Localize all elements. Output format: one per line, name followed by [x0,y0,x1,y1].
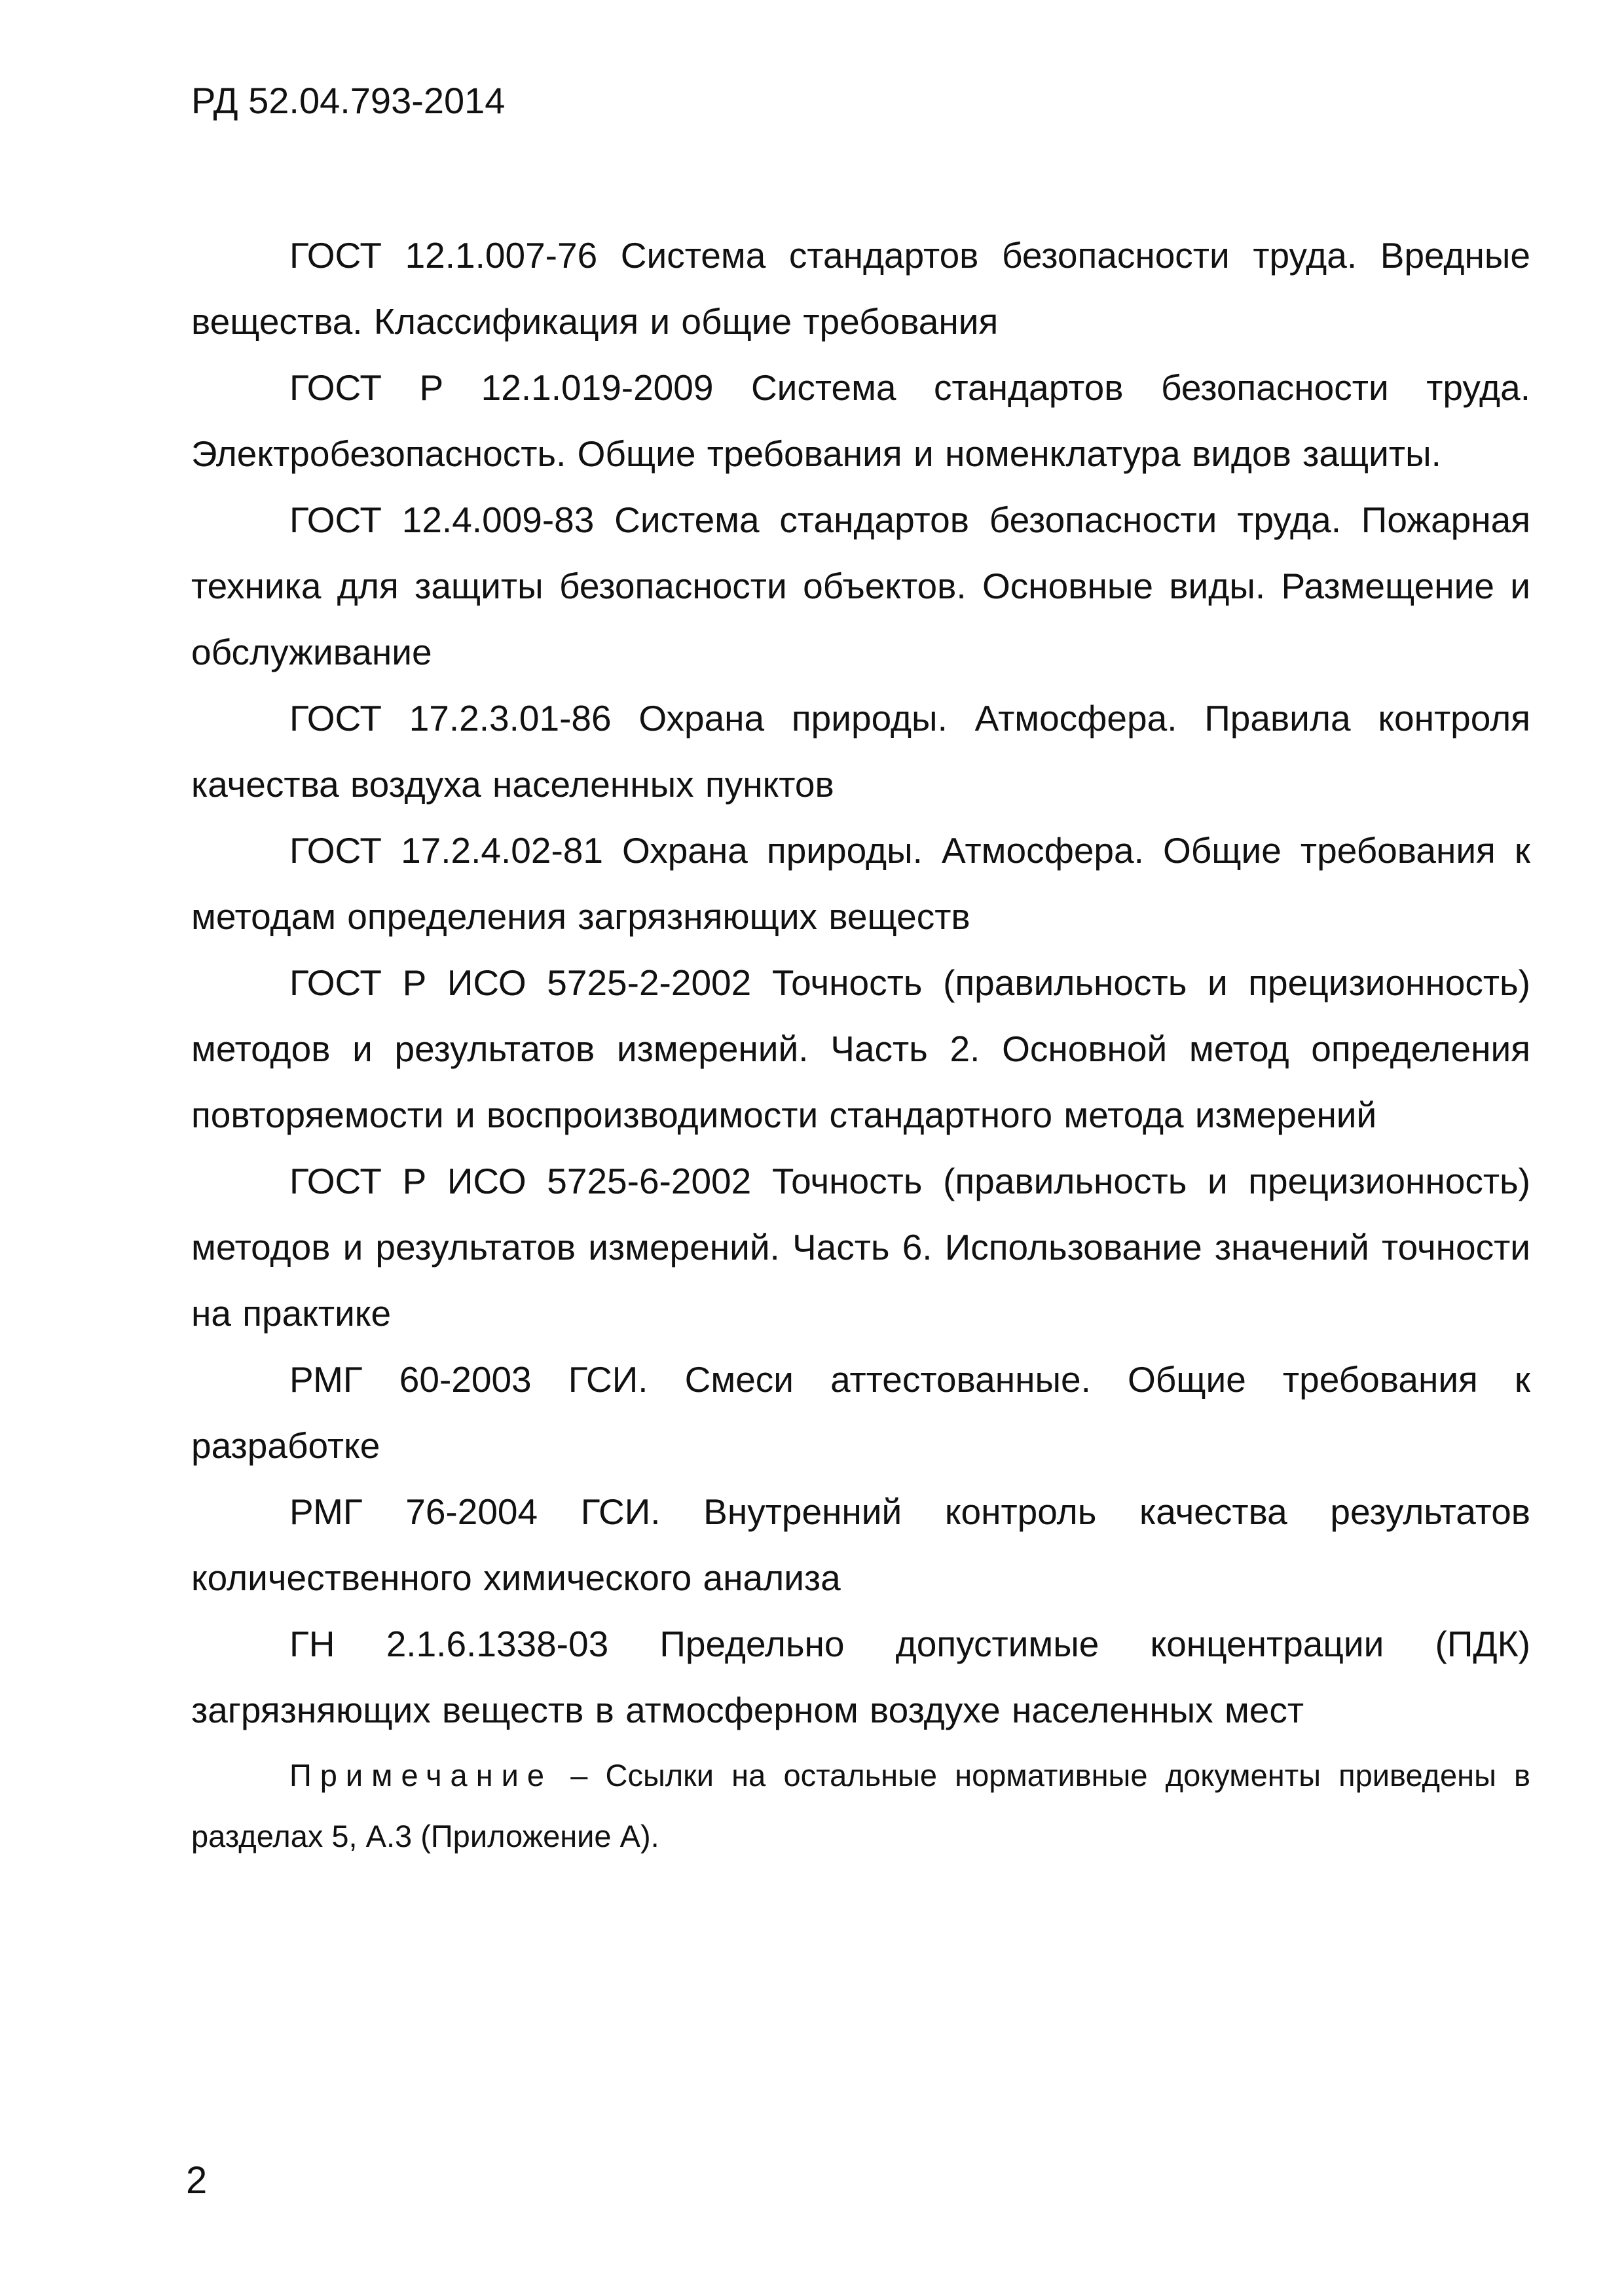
reference-item: ГН 2.1.6.1338-03 Предельно допустимые концентрации (ПДК) загрязняющих веществ в атмосферном воздухе населенных мест [191,1624,1530,1730]
note [191,1745,1530,1867]
reference-item: ГОСТ 17.2.3.01-86 Охрана природы. Атмосфера. Правила контроля качества воздуха населенных пунктов [191,698,1530,805]
reference-item: РМГ 60-2003 ГСИ. Смеси аттестованные. Общие требования к разработке [191,1359,1530,1466]
reference-item: РМГ 76-2004 ГСИ. Внутренний контроль качества результатов количественного химического анализа [191,1491,1530,1598]
note-text: – Ссылки на остальные нормативные документы приведены в разделах 5, А.3 (Приложение А). [191,1758,1530,1853]
document-code: РД 52.04.793-2014 [191,80,506,121]
reference-item: ГОСТ 17.2.4.02-81 Охрана природы. Атмосфера. Общие требования к методам определения загрязняющих веществ [191,830,1530,937]
note-label: Примечание [289,1758,553,1793]
reference-item: ГОСТ Р 12.1.019-2009 Система стандартов безопасности труда. Электробезопасность. Общие требования и номенклатура видов защиты. [191,367,1530,474]
reference-item: ГОСТ Р ИСО 5725-2-2002 Точность (правильность и прецизионность) методов и результатов измерений. Часть 2. Основной метод определения повторяемости и воспроизводимости стандартного метода измерений [191,962,1530,1135]
reference-item: ГОСТ Р ИСО 5725-6-2002 Точность (правильность и прецизионность) методов и результатов измерений. Часть 6. Использование значений точности на практике [191,1161,1530,1334]
normative-references [191,223,1530,1867]
reference-item: ГОСТ 12.4.009-83 Система стандартов безопасности труда. Пожарная техника для защиты безопасности объектов. Основные виды. Размещение и обслуживание [191,500,1530,672]
page-number: 2 [186,2159,208,2202]
reference-item: ГОСТ 12.1.007-76 Система стандартов безопасности труда. Вредные вещества. Классификация и общие требования [191,235,1530,342]
